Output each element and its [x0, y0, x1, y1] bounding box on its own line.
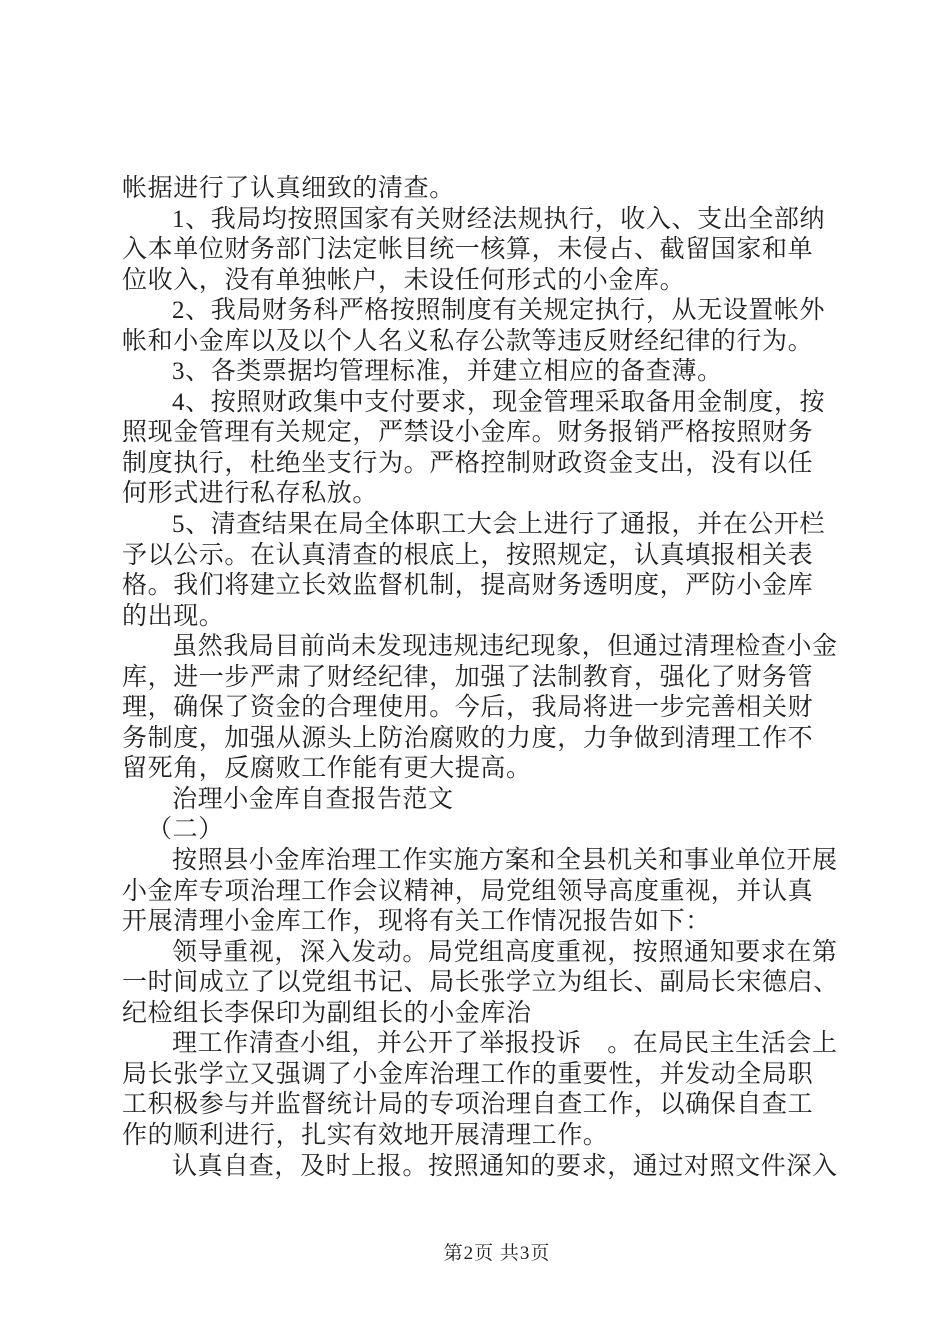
text-line: 一时间成立了以党组书记、局长张学立为组长、副局长宋德启、	[122, 969, 839, 997]
text-line: 帐和小金库以及以个人名义私存公款等违反财经纪律的行为。	[122, 327, 814, 355]
text-line: 理工作清查小组，并公开了举报投诉 。在局民主生活会上	[172, 1030, 838, 1058]
document-body	[122, 174, 838, 1182]
text-line: 格。我们将建立长效监督机制，提高财务透明度，严防小金库	[122, 572, 814, 600]
text-line: 库，进一步严肃了财经纪律，加强了法制教育，强化了财务管	[122, 663, 814, 691]
text-line: 予以公示。在认真清查的根底上，按照规定，认真填报相关表	[122, 541, 814, 569]
text-line: 开展清理小金库工作，现将有关工作情况报告如下：	[122, 908, 711, 936]
page-footer	[0, 1238, 950, 1265]
text-line: 工积极参与并监督统计局的专项治理自查工作，以确保自查工	[122, 1091, 814, 1119]
text-line: 理，确保了资金的合理使用。今后，我局将进一步完善相关财	[122, 694, 814, 722]
text-line: 位收入，没有单独帐户，未设任何形式的小金库。	[122, 266, 686, 294]
text-line: 局长张学立又强调了小金库治理工作的重要性，并发动全局职	[122, 1060, 814, 1088]
text-line: 制度执行，杜绝坐支行为。严格控制财政资金支出，没有以任	[122, 449, 814, 477]
text-line: 帐据进行了认真细致的清查。	[122, 175, 455, 202]
text-line: 务制度，加强从源头上防治腐败的力度，力争做到清理工作不	[122, 724, 814, 752]
text-line: 4、按照财政集中支付要求，现金管理采取备用金制度，按	[172, 388, 826, 416]
text-line: 何形式进行私存私放。	[122, 480, 379, 508]
text-line: 的出现。	[122, 602, 225, 630]
text-line: 作的顺利进行，扎实有效地开展清理工作。	[122, 1121, 609, 1149]
section-title-line: 治理小金库自查报告范文	[172, 785, 454, 813]
text-line: 按照县小金库治理工作实施方案和全县机关和事业单位开展	[172, 847, 838, 875]
text-line: 1、我局均按照国家有关财经法规执行，收入、支出全部纳	[172, 205, 826, 233]
text-line: 小金库专项治理工作会议精神，局党组领导高度重视，并认真	[122, 877, 814, 905]
section-number-line: （二）	[147, 816, 224, 844]
text-line: 5、清查结果在局全体职工大会上进行了通报，并在公开栏	[172, 511, 826, 539]
text-line: 照现金管理有关规定，严禁设小金库。财务报销严格按照财务	[122, 419, 814, 447]
page-number-label: 第2页 共3页	[443, 1243, 551, 1264]
text-line: 领导重视，深入发动。局党组高度重视，按照通知要求在第	[172, 938, 838, 966]
text-line: 纪检组长李保印为副组长的小金库治	[122, 999, 532, 1027]
text-line: 虽然我局目前尚未发现违规违纪现象，但通过清理检查小金	[172, 633, 838, 661]
text-line: 留死角，反腐败工作能有更大提高。	[122, 755, 532, 783]
text-line: 入本单位财务部门法定帐目统一核算，未侵占、截留国家和单	[122, 236, 814, 264]
text-line: 3、各类票据均管理标准，并建立相应的备查薄。	[172, 358, 723, 386]
text-line: 2、我局财务科严格按照制度有关规定执行，从无设置帐外	[172, 297, 826, 325]
text-line: 认真自查，及时上报。按照通知的要求，通过对照文件深入	[172, 1152, 838, 1180]
